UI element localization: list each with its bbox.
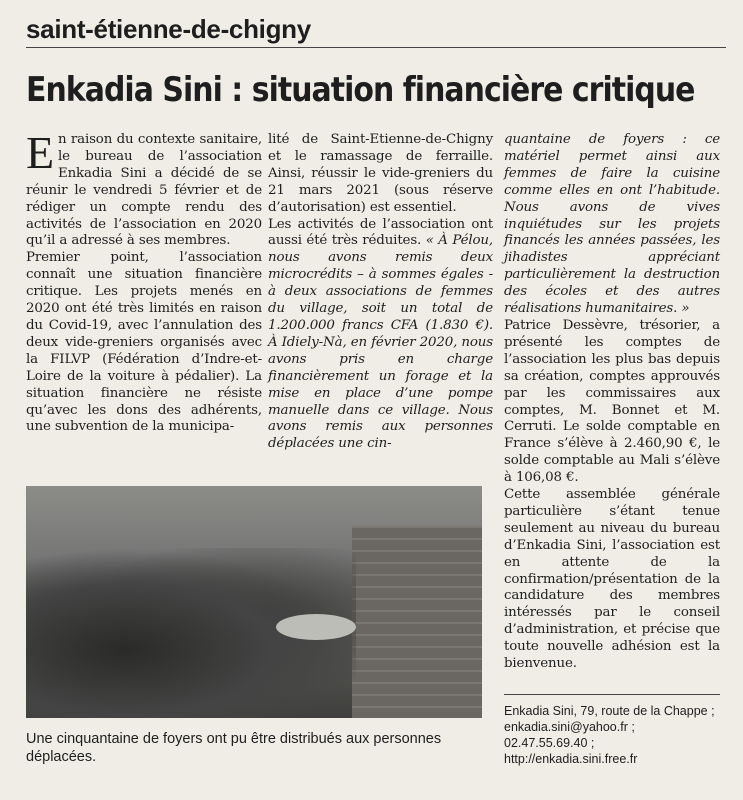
article-headline: Enkadia Sini : situation financière critique bbox=[26, 70, 695, 110]
contact-address: Enkadia Sini, 79, route de la Chappe ; enkadia.sini@yahoo.fr ; bbox=[504, 704, 715, 734]
article-paragraph: lité de Saint-Etienne-de-Chigny et le ramassage de ferraille. Ainsi, réussir le vide-greniers du 21 mars 2021 (sous réserve d’autorisation) est essentiel. bbox=[268, 132, 493, 215]
article-paragraph bbox=[268, 217, 493, 454]
contact-website: http://enkadia.sini.free.fr bbox=[504, 752, 638, 766]
photo-basin bbox=[276, 614, 356, 640]
paragraph-text: n raison du contexte sanitaire, le bureau de l’association Enkadia Sini a décidé de se réunir le vendredi 5 février et de rédiger un compte rendu des activités de l’association en 2020 qu’il a adressé à ses membres. bbox=[26, 132, 262, 249]
article-photo bbox=[26, 486, 482, 718]
photo-caption: Une cinquantaine de foyers ont pu être distribués aux personnes déplacées. bbox=[26, 731, 442, 765]
article-paragraph: Premier point, l’association connaît une situation financière critique. Les projets menés en 2020 ont été très limités en raison du Covid-19, avec l’annulation des deux vide-greniers organisés avec la FILVP (Fédération d’Indre-et-Loire de la voiture à pédalier). La situation financière ne résiste qu’avec les dons des adhérents, une subvention de la municipa- bbox=[26, 250, 262, 435]
quote-text: quantaine de foyers : ce matériel permet ainsi aux femmes de faire la cuisine comme elles en ont l’habitude. Nous avons de vives inquiétudes sur les projets financés les années passées, les jihadistes appréciant particulièrement la destruction des écoles et des autres réalisations humanitaires. » bbox=[504, 132, 720, 317]
drop-cap: E bbox=[26, 127, 54, 178]
section-heading: saint-étienne-de-chigny bbox=[26, 14, 726, 48]
contact-info bbox=[504, 694, 720, 767]
quote-text: « À Pélou, nous avons remis deux microcrédits – à sommes égales - à deux associations de femmes du village, soit un total de 1.200.000 francs CFA (1.830 €). À Idiely-Nà, en février 2020, nous avons pris en charge financièrement un forage et la mise en place d’une pompe manuelle dans ce village. Nous avons remis aux personnes déplacées une cin- bbox=[268, 233, 494, 452]
article-column-1 bbox=[26, 127, 262, 436]
article-paragraph: Patrice Dessèvre, trésorier, a présenté les comptes de l’association les plus bas depuis sa création, comptes approuvés par les commissaires aux comptes, M. Bonnet et M. Cerruti. Le solde comptable en France s’élève à 2.460,90 €, le solde comptable au Mali s’élève à 106,08 €. bbox=[504, 317, 720, 486]
article-column-3 bbox=[504, 132, 720, 673]
article-column-2 bbox=[268, 132, 493, 453]
contact-phone: 02.47.55.69.40 ; bbox=[504, 736, 595, 750]
paragraph-text: Les activités de l’association ont aussi été très réduites. bbox=[268, 216, 493, 249]
article-paragraph bbox=[26, 127, 262, 250]
article-paragraph: Cette assemblée générale particulière s’étant tenue seulement au niveau du bureau d’Enkadia Sini, l’association est en attente de la confirmation/présentation de la candidature des membres intéressés par le conseil d’administration, et précise que toute nouvelle adhésion est la bienvenue. bbox=[504, 487, 720, 672]
photo-wall bbox=[352, 526, 482, 718]
